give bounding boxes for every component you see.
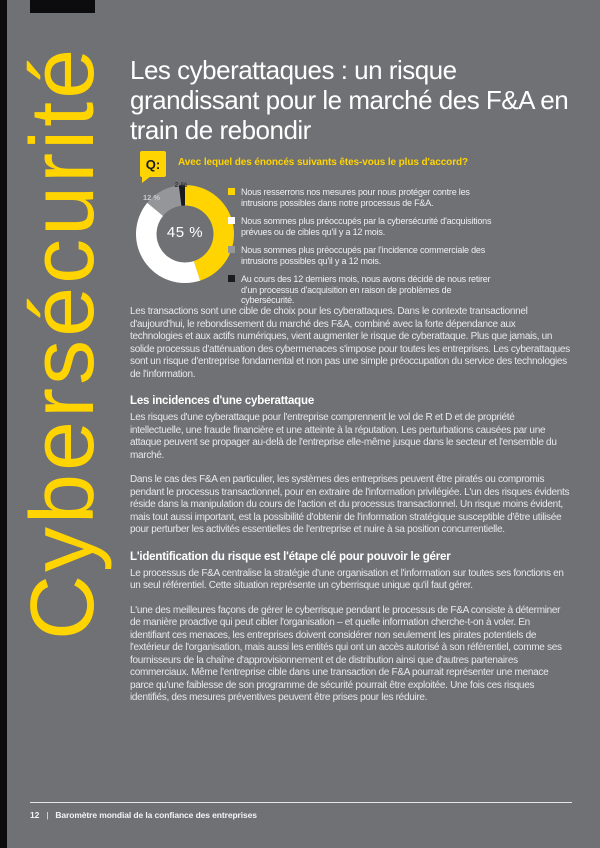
section-heading-identification: L'identification du risque est l'étape clé pour pouvoir le gérer xyxy=(130,550,451,563)
section-heading-incidences: Les incidences d'une cyberattaque xyxy=(130,395,315,407)
page-number: 12 xyxy=(30,810,40,820)
chart-legend xyxy=(228,187,496,314)
legend-label: Nous sommes plus préoccupés par l'incidence commerciale des intrusions possibles qu'il y a 12 mois. xyxy=(241,245,486,266)
legend-item xyxy=(228,245,496,266)
question-badge xyxy=(140,151,166,177)
body-text-column xyxy=(130,306,570,717)
body-paragraph: Les risques d'une cyberattaque pour l'entreprise comprennent le vol de R et D et de propriété intellectuelle, une fraude financière et une atteinte à la réputation. Les perturbations causées par une attaque peuvent se propager au-delà de l'entreprise elle-même jusque dans le secteur et l'ensemble du marché. xyxy=(130,412,557,461)
page-title: Les cyberattaques : un risque grandissant pour le marché des F&A en train de rebondir xyxy=(130,55,569,145)
intro-paragraph: Les transactions sont une cible de choix pour les cyberattaques. Dans le contexte transactionnel d'aujourd'hui, le rebondissement du marché des F&A, combiné avec la forte dépendance aux technologies et aux actifs numériques, vient augmenter le risque de cyberattaque. Plus que jamais, un solide processus d'atténuation des cybermenaces s'impose pour toutes les entreprises. Les cyberattaques sont un risque d'entreprise fondamental et non pas une simple préoccupation du service des technologies de l'information. xyxy=(130,306,570,380)
legend-swatch-yellow xyxy=(228,188,235,195)
top-left-mark xyxy=(30,0,95,13)
body-paragraph: Le processus de F&A centralise la stratégie d'une organisation et l'information sur toutes ses fonctions en un seul référentiel. Cette situation représente un cyberrisque unique qu'il faut gérer. xyxy=(130,567,564,591)
footer-report-title: Baromètre mondial de la confiance des entreprises xyxy=(55,810,257,820)
legend-label: Nous sommes plus préoccupés par la cybersécurité d'acquisitions prévues ou de cibles qu'il y a 12 mois. xyxy=(241,216,492,237)
footer-separator: | xyxy=(46,810,49,820)
donut-value-label-12pct: 12 % xyxy=(143,193,161,202)
donut-value-label-41pct: 41 % xyxy=(141,240,159,249)
donut-chart xyxy=(131,180,239,288)
donut-center-value: 45 % xyxy=(166,224,204,241)
left-edge-bar xyxy=(0,0,7,848)
donut-value-label-2pct: 2 % xyxy=(174,180,188,189)
page-footer xyxy=(30,810,570,820)
legend-item xyxy=(228,187,496,208)
question-badge-label: Q: xyxy=(145,156,161,172)
body-paragraph: Dans le cas des F&A en particulier, les systèmes des entreprises peuvent être piratés ou compromis pendant le processus transactionnel, pour en extraire de l'information privilégiée. L'un des risques évidents réside dans la manipulation du cours de l'action et du processus transactionnel. Un risque moins évident, mais tout aussi important, est la possibilité d'obtenir de l'information stratégique susceptible d'être utilisée pour perturber les activités essentielles de l'entreprise et nuire à sa position concurrentielle. xyxy=(130,474,570,535)
question-row xyxy=(140,151,578,177)
legend-swatch-white xyxy=(228,217,235,224)
legend-swatch-gray xyxy=(228,246,235,253)
legend-label: Au cours des 12 derniers mois, nous avons décidé de nous retirer d'un processus d'acquisition en raison de problèmes de cybersécurité. xyxy=(241,274,491,305)
legend-item xyxy=(228,274,496,306)
footer-divider xyxy=(30,802,572,803)
chapter-vertical-title: Cybersécurité xyxy=(13,45,113,640)
question-text: Avec lequel des énoncés suivants êtes-vous le plus d'accord? xyxy=(178,157,469,168)
legend-swatch-black xyxy=(228,275,235,282)
legend-item xyxy=(228,216,496,237)
body-paragraph: L'une des meilleures façons de gérer le cyberrisque pendant le processus de F&A consiste à déterminer de manière proactive qui peut cibler l'organisation – et quelle information cherche-t-on à voler. En identifiant ces menaces, les entreprises doivent considérer non seulement les pirates potentiels de l'extérieur de l'organisation, mais aussi les entités qui ont un accès autorisé à son référentiel, comme ses fournisseurs de la chaîne d'approvisionnement et de distribution ainsi que d'autres partenaires commerciaux. Même l'entreprise cible dans une transaction de F&A pourrait représenter une menace parce qu'une faiblesse de son programme de sécurité pourrait être exploitée. Une fois ces risques identifiés, des mesures préventives peuvent être prises pour les réduire. xyxy=(130,604,562,703)
legend-label: Nous resserrons nos mesures pour nous protéger contre les intrusions possibles dans notre processus de F&A. xyxy=(241,187,470,208)
